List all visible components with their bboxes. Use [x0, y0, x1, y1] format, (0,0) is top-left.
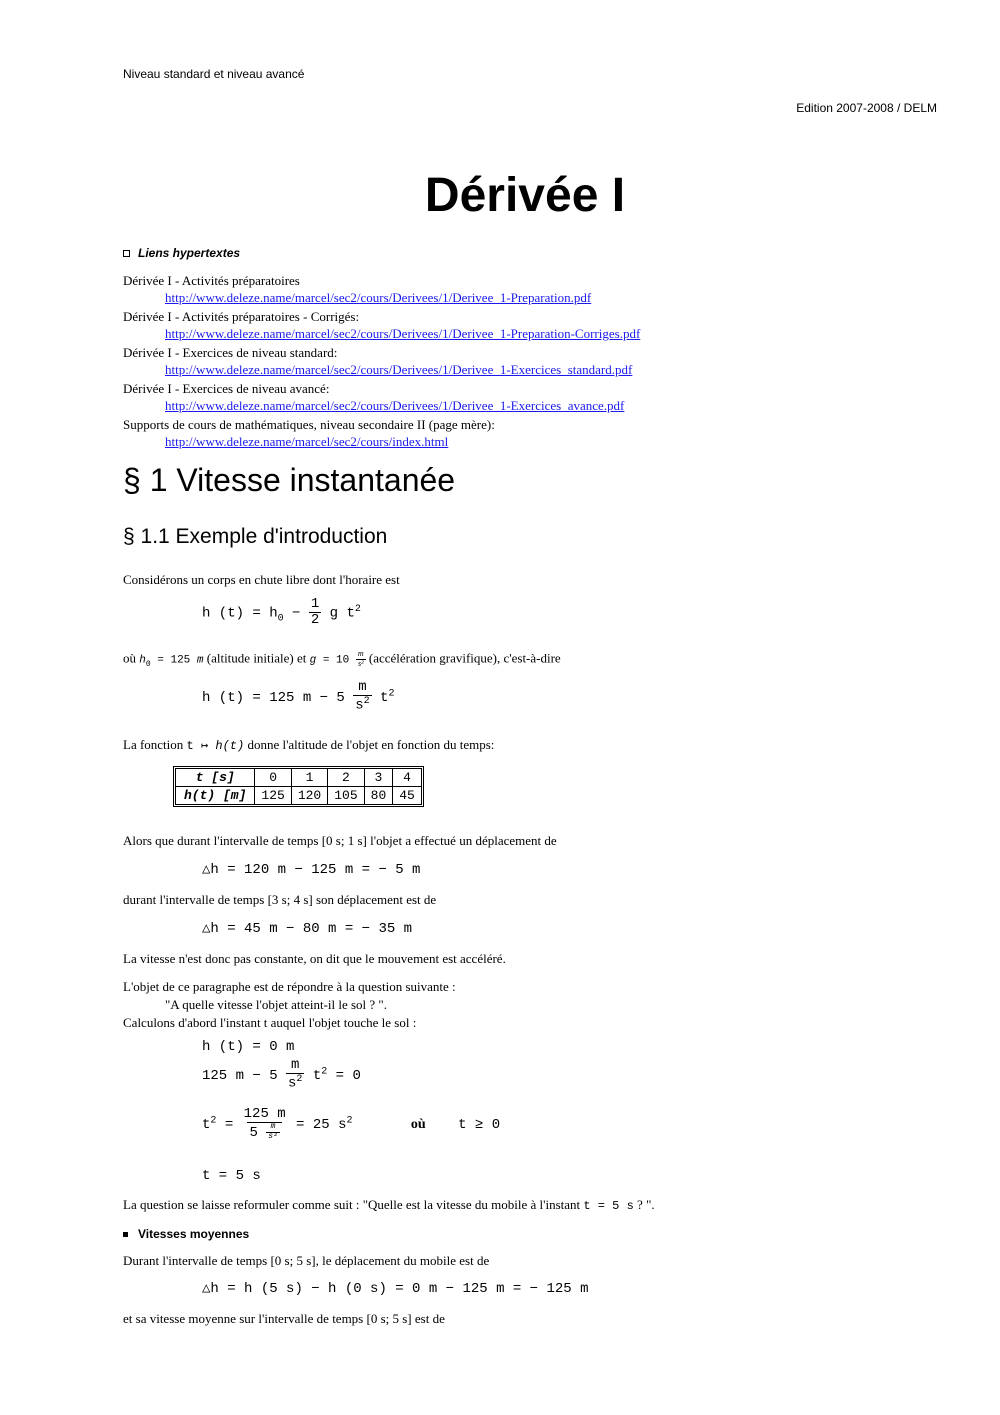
paragraph-question: "A quelle vitesse l'objet atteint-il le sol ? ". — [165, 997, 387, 1012]
table-cell: 2 — [328, 769, 364, 787]
table-cell: 1 — [291, 769, 327, 787]
paragraph-vitesse: La vitesse n'est donc pas constante, on dit que le mouvement est accéléré. — [123, 951, 506, 966]
square-bullet-icon — [123, 250, 130, 257]
table-cell: 125 — [255, 787, 291, 805]
table-cell: 45 — [393, 787, 421, 805]
table-row — [176, 769, 421, 787]
equation-horaire: h $(t) = h_0$ − $\frac{1}{2}$ g $t^2$ — [202, 596, 361, 629]
equation-sol-2: 125 m − 5 $\frac{m}{s^2}$ $t^2 = 0$ — [202, 1057, 361, 1093]
link-label-5: Supports de cours de mathématiques, niveau secondaire II (page mère): — [123, 417, 495, 432]
paragraph-ou: où $h_0 = 125$ m (altitude initiale) et g = 10 $\frac{m}{\text{s²}}$ (accélération gravifique), c'est-à-dire — [123, 649, 561, 669]
link-preparation-corriges[interactable]: http://www.deleze.name/marcel/sec2/cours/Derivees/1/Derivee_1-Preparation-Corriges.pdf — [165, 326, 641, 341]
link-index[interactable]: http://www.deleze.name/marcel/sec2/cours/index.html — [165, 434, 449, 449]
equation-sol-1: h (t) = 0 m — [202, 1039, 295, 1055]
link-exercices-avance[interactable]: http://www.deleze.name/marcel/sec2/cours/Derivees/1/Derivee_1-Exercices_avance.pdf — [165, 398, 625, 413]
paragraph-intro: Considérons un corps en chute libre dont l'horaire est — [123, 572, 400, 587]
equation-horaire-num: h (t) = 125 m − 5 $\frac{m}{s^2}$ $t^2$ — [202, 679, 395, 715]
paragraph-fonction: La fonction t ↦ h(t) donne l'altitude de l'objet en fonction du temps: — [123, 737, 495, 753]
link-label-2: Dérivée I - Activités préparatoires - Corrigés: — [123, 309, 360, 324]
table-cell: 3 — [364, 769, 393, 787]
equation-delta-2: △h = 45 m − 80 m = − 35 m — [202, 921, 413, 937]
header-left: Niveau standard et niveau avancé — [123, 67, 305, 81]
links-heading: Liens hypertextes — [123, 246, 240, 260]
table-cell: 105 — [328, 787, 364, 805]
table-cell: 0 — [255, 769, 291, 787]
table-cell: 80 — [364, 787, 393, 805]
equation-delta-3: △h = h (5 s) − h (0 s) = 0 m − 125 m = − 125 m — [202, 1281, 589, 1297]
subsection-vitesses-moyennes: Vitesses moyennes — [123, 1227, 249, 1241]
table-row — [176, 787, 421, 805]
filled-square-bullet-icon — [123, 1232, 128, 1237]
link-label-3: Dérivée I - Exercices de niveau standard: — [123, 345, 338, 360]
paragraph-durant: durant l'intervalle de temps [3 s; 4 s] son déplacement est de — [123, 892, 437, 907]
table-cell: 4 — [393, 769, 421, 787]
link-label-1: Dérivée I - Activités préparatoires — [123, 273, 300, 288]
paragraph-alors: Alors que durant l'intervalle de temps [0 s; 1 s] l'objet a effectué un déplacement de — [123, 833, 557, 848]
values-table — [173, 766, 424, 807]
equation-delta-1: △h = 120 m − 125 m = − 5 m — [202, 862, 421, 878]
paragraph-objet: L'objet de ce paragraphe est de répondre à la question suivante : — [123, 979, 456, 994]
table-cell: t [s] — [176, 769, 255, 787]
link-label-4: Dérivée I - Exercices de niveau avancé: — [123, 381, 330, 396]
table-cell: h(t) [m] — [184, 788, 247, 803]
link-preparation[interactable]: http://www.deleze.name/marcel/sec2/cours/Derivees/1/Derivee_1-Preparation.pdf — [165, 290, 592, 305]
equation-sol-4: t = 5 s — [202, 1168, 261, 1184]
page-title: Dérivée I — [424, 169, 626, 222]
link-exercices-standard[interactable]: http://www.deleze.name/marcel/sec2/cours/Derivees/1/Derivee_1-Exercices_standard.pdf — [165, 362, 633, 377]
section-heading-1-1: § 1.1 Exemple d'introduction — [123, 525, 388, 548]
paragraph-et: et sa vitesse moyenne sur l'intervalle de temps [0 s; 5 s] est de — [123, 1311, 445, 1326]
paragraph-durant-2: Durant l'intervalle de temps [0 s; 5 s], le déplacement du mobile est de — [123, 1253, 490, 1268]
equation-sol-3: $t^2$ = 125 m 5 $\frac{m}{\text{s²}}$ = 25 $s^2$ où t ≥ 0 — [202, 1106, 501, 1142]
paragraph-question-2: La question se laisse reformuler comme suit : "Quelle est la vitesse du mobile à l'instant t = 5 s ? ". — [123, 1197, 655, 1213]
header-right: Edition 2007-2008 / DELM — [796, 101, 937, 115]
table-cell: 120 — [291, 787, 327, 805]
paragraph-calculons: Calculons d'abord l'instant t auquel l'objet touche le sol : — [123, 1015, 417, 1030]
section-heading-1: § 1 Vitesse instantanée — [123, 462, 456, 498]
